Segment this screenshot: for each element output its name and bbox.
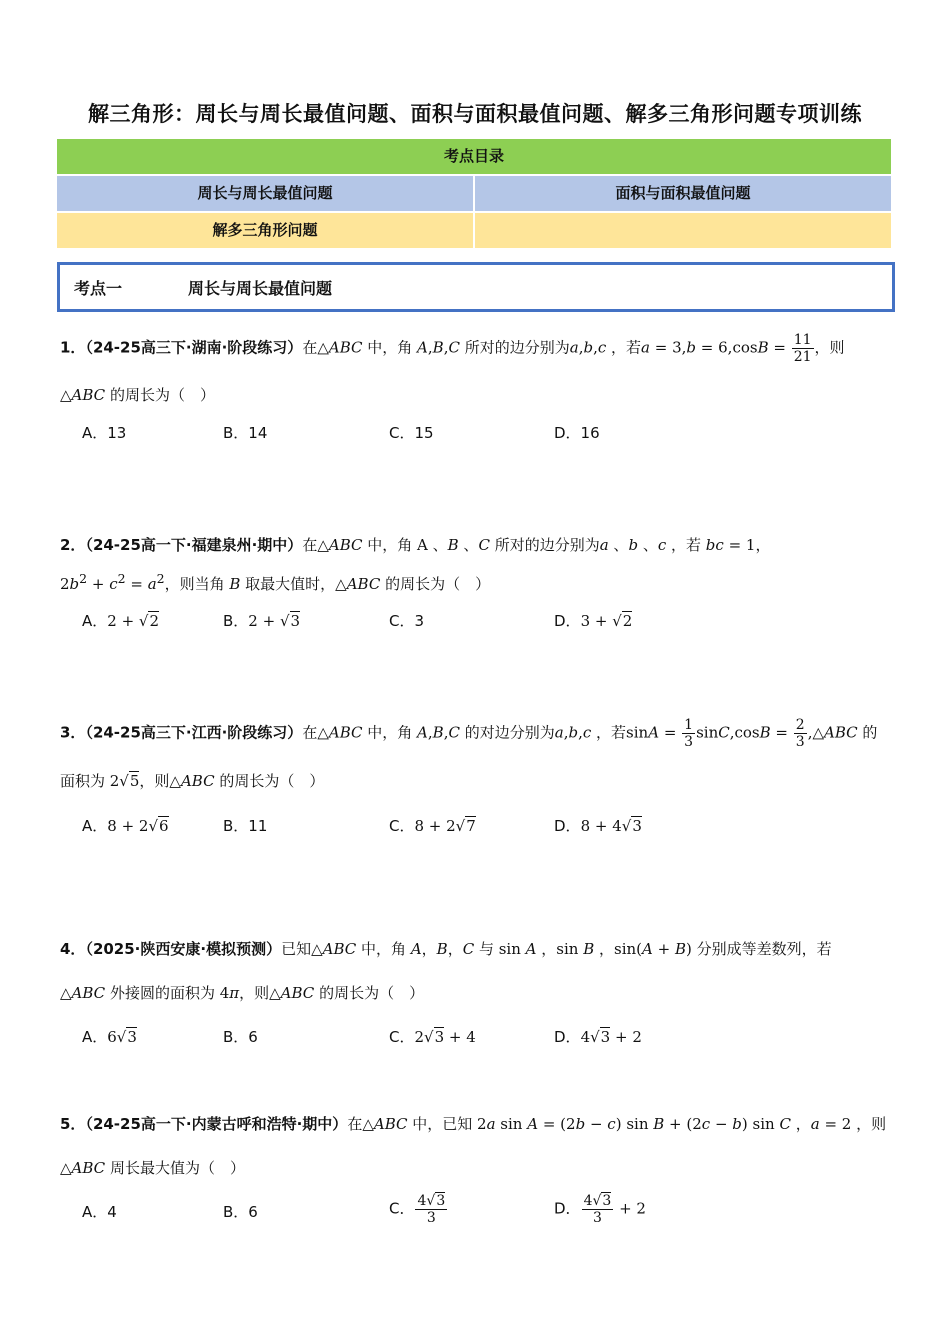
toc-item-multi-triangle[interactable]: 解多三角形问题	[57, 213, 473, 248]
option-a[interactable]: A．8 + 2√6	[82, 817, 169, 835]
section-name: 周长与周长最值问题	[188, 279, 333, 298]
option-c[interactable]: C． $\frac{4√3}{3}$	[389, 1193, 446, 1227]
option-b[interactable]: B．11	[223, 817, 268, 835]
toc-row	[57, 176, 891, 211]
section-label: 考点一	[74, 279, 123, 298]
question-stem-cont: △ABC 周长最大值为（ ）	[60, 1159, 245, 1177]
option-a[interactable]: A．13	[82, 424, 127, 442]
option-a[interactable]: A．4	[82, 1203, 117, 1221]
option-d[interactable]: D．3 + √2	[554, 612, 633, 630]
option-d[interactable]: D．4√3 + 2	[554, 1028, 642, 1046]
toc-item-area[interactable]: 面积与面积最值问题	[475, 176, 891, 211]
option-a[interactable]: A．2 + √2	[82, 612, 160, 630]
question-stem: 5．（24-25高一下·内蒙古呼和浩特·期中）在△ABC 中，已知 2a sin A = (2b − c) sin B + (2c − b) sin C ，a = 2 ，则	[60, 1115, 887, 1133]
question-number: 2．	[60, 536, 86, 554]
question-source: （24-25高一下·福建泉州·期中）	[85, 536, 303, 554]
option-b[interactable]: B．14	[223, 424, 268, 442]
option-d[interactable]: D．16	[554, 424, 600, 442]
question-number: 5．	[60, 1115, 86, 1133]
page-title: 解三角形：周长与周长最值问题、面积与面积最值问题、解多三角形问题专项训练	[88, 102, 862, 126]
option-d[interactable]: D．8 + 4√3	[554, 817, 642, 835]
toc-empty-cell	[475, 213, 891, 248]
option-c[interactable]: C．15	[389, 424, 434, 442]
toc-item-perimeter[interactable]: 周长与周长最值问题	[57, 176, 473, 211]
option-d[interactable]: D． $\frac{4√3}{3}$ + 2	[554, 1193, 646, 1227]
option-b[interactable]: B．6	[223, 1028, 258, 1046]
section-header	[57, 262, 895, 312]
question-source: （24-25高三下·湖南·阶段练习）	[85, 338, 303, 357]
option-b[interactable]: B．2 + √3	[223, 612, 301, 630]
question-stem: 1．（24-25高三下·湖南·阶段练习）在△ABC 中，角 A,B,C 所对的边分别为a,b,c ，若a = 3,b = 6,cosB = $\frac{11}{21}$ ，则	[60, 332, 845, 366]
question-source: （24-25高三下·江西·阶段练习）	[85, 723, 303, 742]
option-c[interactable]: C．3	[389, 612, 425, 630]
question-stem-cont: $2b^2 + c^2 = a^2$，则当角 B 取最大值时，△ABC 的周长为（ ）	[60, 571, 491, 593]
question-number: 3．	[60, 723, 86, 742]
question-stem: 3．（24-25高三下·江西·阶段练习）在△ABC 中，角 A,B,C 的对边分别为a,b,c ，若sinA = $\frac{1}{3}$ sinC,cosB = $\frac{2}{3}$ ,△ABC 的	[60, 717, 878, 751]
question-stem-cont: △ABC 外接圆的面积为 4π，则△ABC 的周长为（ ）	[60, 984, 425, 1002]
toc-header: 考点目录	[57, 139, 891, 174]
question-number: 4．	[60, 940, 86, 958]
toc-table	[57, 139, 891, 250]
option-b[interactable]: B．6	[223, 1203, 258, 1221]
question-stem: 4．（2025·陕西安康·模拟预测）已知△ABC 中，角 A，B，C 与 sin A ，sin B ，sin(A + B) 分别成等差数列，若	[60, 940, 832, 958]
option-c[interactable]: C．8 + 2√7	[389, 817, 476, 835]
question-stem-cont: 面积为 2√5，则△ABC 的周长为（ ）	[60, 772, 325, 790]
question-stem: 2．（24-25高一下·福建泉州·期中）在△ABC 中，角 A 、B 、C 所对的边分别为a 、b 、c ，若 bc = 1，	[60, 536, 771, 554]
option-c[interactable]: C．2√3 + 4	[389, 1028, 476, 1046]
question-number: 1．	[60, 338, 86, 357]
option-a[interactable]: A．6√3	[82, 1028, 137, 1046]
question-stem-cont: △ABC 的周长为（ ）	[60, 386, 215, 404]
question-source: （2025·陕西安康·模拟预测）	[85, 940, 282, 958]
toc-row	[57, 213, 891, 248]
question-source: （24-25高一下·内蒙古呼和浩特·期中）	[85, 1115, 348, 1133]
